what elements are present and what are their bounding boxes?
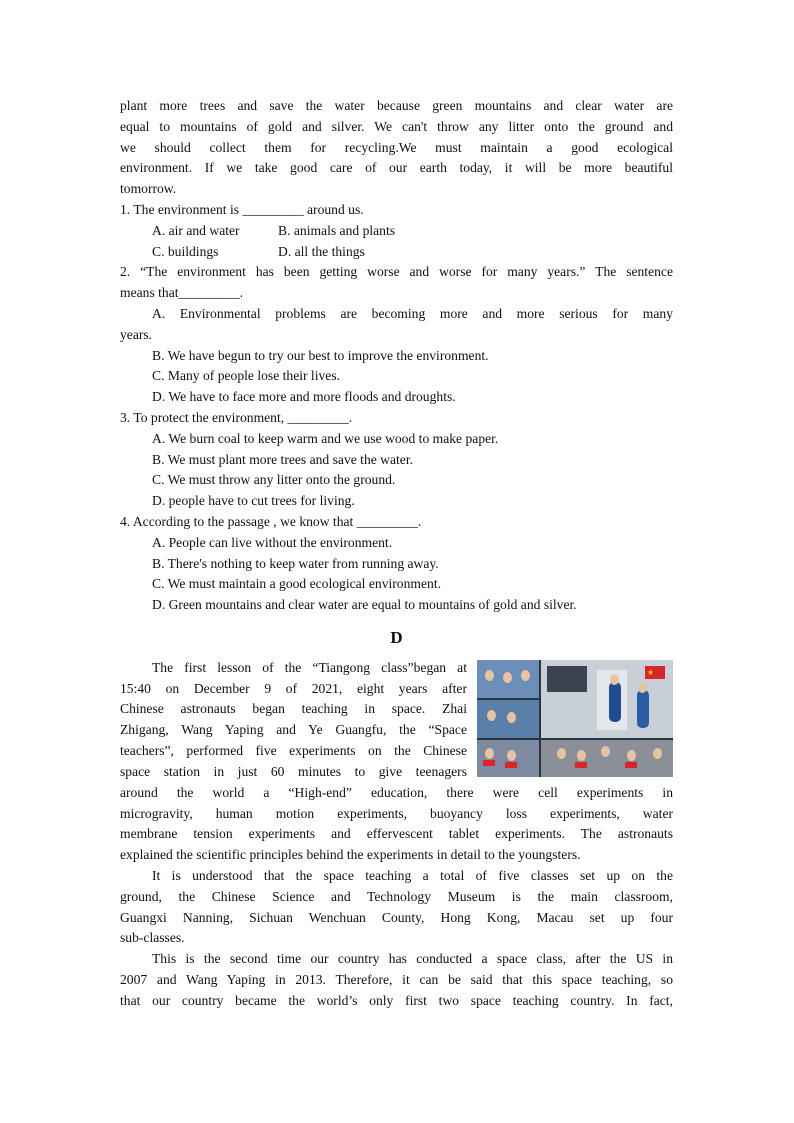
passage-line: It is understood that the space teaching a total of five classes set up on the <box>152 867 673 883</box>
option-c[interactable]: C. buildings <box>152 243 219 259</box>
option-b[interactable]: B. animals and plants <box>278 222 396 238</box>
question-stem: 4. According to the passage , we know that _________. <box>120 513 422 529</box>
astronaut-face <box>610 674 619 685</box>
red-scarf <box>483 760 495 766</box>
passage-line: Guangxi Nanning, Sichuan Wenchuan County, Hong Kong, Macau set up four <box>120 909 673 925</box>
astronaut-figure <box>609 682 621 722</box>
passage-line: 15:40 on December 9 of 2021, eight years after <box>120 680 467 696</box>
question-4 <box>120 512 673 616</box>
passage-line: Chinese astronauts began teaching in space. Zhai <box>120 701 467 717</box>
astronaut-figure <box>637 690 649 728</box>
passage-line: This is the second time our country has conducted a space class, after the US in <box>152 951 673 967</box>
intro-line: equal to mountains of gold and silver. We can't throw any litter onto the ground and <box>120 118 673 134</box>
question-stem: 3. To protect the environment, _________. <box>120 409 353 425</box>
passage-line: membrane tension experiments and effervescent tablet experiments. The astronauts <box>120 826 673 842</box>
option-d[interactable]: D. all the things <box>278 243 365 259</box>
red-scarf <box>575 762 587 768</box>
worksheet-page <box>120 96 673 1011</box>
student-face <box>487 710 496 721</box>
option-a-cont[interactable]: years. <box>120 326 153 342</box>
option-b[interactable]: B. We have begun to try our best to improve the environment. <box>152 347 489 363</box>
tiangong-class-photo <box>477 660 673 777</box>
question-stem-cont: means that_________. <box>120 285 244 301</box>
student-face <box>507 750 516 761</box>
option-d[interactable]: D. people have to cut trees for living. <box>152 493 355 509</box>
intro-line: tomorrow. <box>120 181 177 197</box>
option-a[interactable]: A. Environmental problems are becoming more and more serious for many <box>152 305 673 321</box>
passage-line: The first lesson of the “Tiangong class”began at <box>152 659 467 675</box>
question-stem: 2. “The environment has been getting worse and worse for many years.” The sentence <box>120 264 673 280</box>
option-a[interactable]: A. People can live without the environment. <box>152 534 393 550</box>
intro-line: we should collect them for recycling.We must maintain a good ecological <box>120 139 673 155</box>
passage-line: microgravity, human motion experiments, buoyancy loss experiments, water <box>120 805 673 821</box>
passage-line: 2007 and Wang Yaping in 2013. Therefore, it can be said that this space teaching, so <box>120 971 673 987</box>
option-d[interactable]: D. Green mountains and clear water are equal to mountains of gold and silver. <box>152 597 577 613</box>
passage-d <box>120 658 673 1012</box>
student-face <box>507 712 516 723</box>
passage-line: Zhigang, Wang Yaping and Ye Guangfu, the “Space <box>120 722 467 738</box>
option-c[interactable]: C. We must throw any litter onto the ground. <box>152 472 396 488</box>
intro-paragraph <box>120 96 673 200</box>
passage-line: around the world a “High-end” education, there were cell experiments in <box>120 784 673 800</box>
student-face <box>601 746 610 757</box>
student-face <box>485 748 494 759</box>
passage-line: sub-classes. <box>120 930 185 946</box>
option-a[interactable]: A. We burn coal to keep warm and we use wood to make paper. <box>152 430 499 446</box>
passage-line: that our country became the world’s only first two space teaching country. In fact, <box>120 992 673 1008</box>
intro-line: environment. If we take good care of our earth today, it will be more beautiful <box>120 160 673 176</box>
option-b[interactable]: B. We must plant more trees and save the water. <box>152 451 414 467</box>
student-face <box>503 672 512 683</box>
section-heading: D <box>390 627 403 647</box>
passage-line: ground, the Chinese Science and Technology Museum is the main classroom, <box>120 888 673 904</box>
screen-shape <box>547 666 587 692</box>
student-face <box>557 748 566 759</box>
astronaut-face <box>638 682 647 693</box>
question-1 <box>120 200 673 262</box>
red-scarf <box>625 762 637 768</box>
option-c[interactable]: C. We must maintain a good ecological environment. <box>152 576 441 592</box>
option-d[interactable]: D. We have to face more and more floods and droughts. <box>152 389 456 405</box>
passage-line: explained the scientific principles behind the experiments in detail to the youngsters. <box>120 847 581 863</box>
student-face <box>521 670 530 681</box>
student-face <box>485 670 494 681</box>
question-stem: 1. The environment is _________ around us. <box>120 201 364 217</box>
red-scarf <box>505 762 517 768</box>
question-3 <box>120 408 673 512</box>
china-flag-icon <box>645 666 665 679</box>
option-a[interactable]: A. air and water <box>152 222 240 238</box>
passage-line: space station in just 60 minutes to give teenagers <box>120 763 467 779</box>
student-face <box>577 750 586 761</box>
student-face <box>627 750 636 761</box>
passage-line: teachers”, performed five experiments on the Chinese <box>120 742 467 758</box>
options-row <box>152 221 673 242</box>
option-b[interactable]: B. There's nothing to keep water from running away. <box>152 555 439 571</box>
intro-line: plant more trees and save the water because green mountains and clear water are <box>120 98 673 113</box>
question-2 <box>120 262 673 408</box>
student-face <box>653 748 662 759</box>
option-c[interactable]: C. Many of people lose their lives. <box>152 368 341 384</box>
options-row <box>152 242 673 263</box>
